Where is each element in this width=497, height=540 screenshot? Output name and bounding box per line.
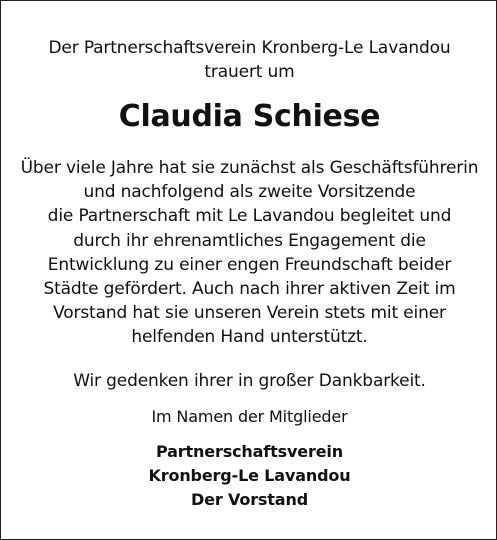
tribute-line: Entwicklung zu einer engen Freundschaft beider xyxy=(47,254,452,275)
deceased-name: Claudia Schiese xyxy=(118,99,381,134)
signature-line: Der Vorstand xyxy=(191,490,308,509)
tribute-line: durch ihr ehrenamtliches Engagement die xyxy=(73,230,426,251)
signature-line: Partnerschaftsverein xyxy=(156,442,343,461)
intro-line: trauert um xyxy=(204,62,295,82)
tribute-line: und nachfolgend als zweite Vorsitzende xyxy=(83,182,416,203)
tribute-line: Vorstand hat sie unseren Verein stets mit einer xyxy=(53,303,446,324)
signature-block xyxy=(1,440,497,512)
tribute-line: Über viele Jahre hat sie zunächst als Geschäftsführerin xyxy=(20,158,479,178)
intro-line: Der Partnerschaftsverein Kronberg-Le Lavandou xyxy=(48,38,451,58)
tribute-line: helfenden Hand unterstützt. xyxy=(131,327,368,348)
tribute-text xyxy=(1,156,497,350)
tribute-line: Städte gefördert. Auch nach ihrer aktiven Zeit im xyxy=(43,279,456,300)
signature-line: Kronberg-Le Lavandou xyxy=(148,466,351,485)
intro-text xyxy=(1,36,497,84)
remembrance-line: Wir gedenken ihrer in großer Dankbarkeit. xyxy=(73,371,426,391)
tribute-line: die Partnerschaft mit Le Lavandou begleitet und xyxy=(47,206,452,227)
on-behalf-line: Im Namen der Mitglieder xyxy=(151,407,348,426)
